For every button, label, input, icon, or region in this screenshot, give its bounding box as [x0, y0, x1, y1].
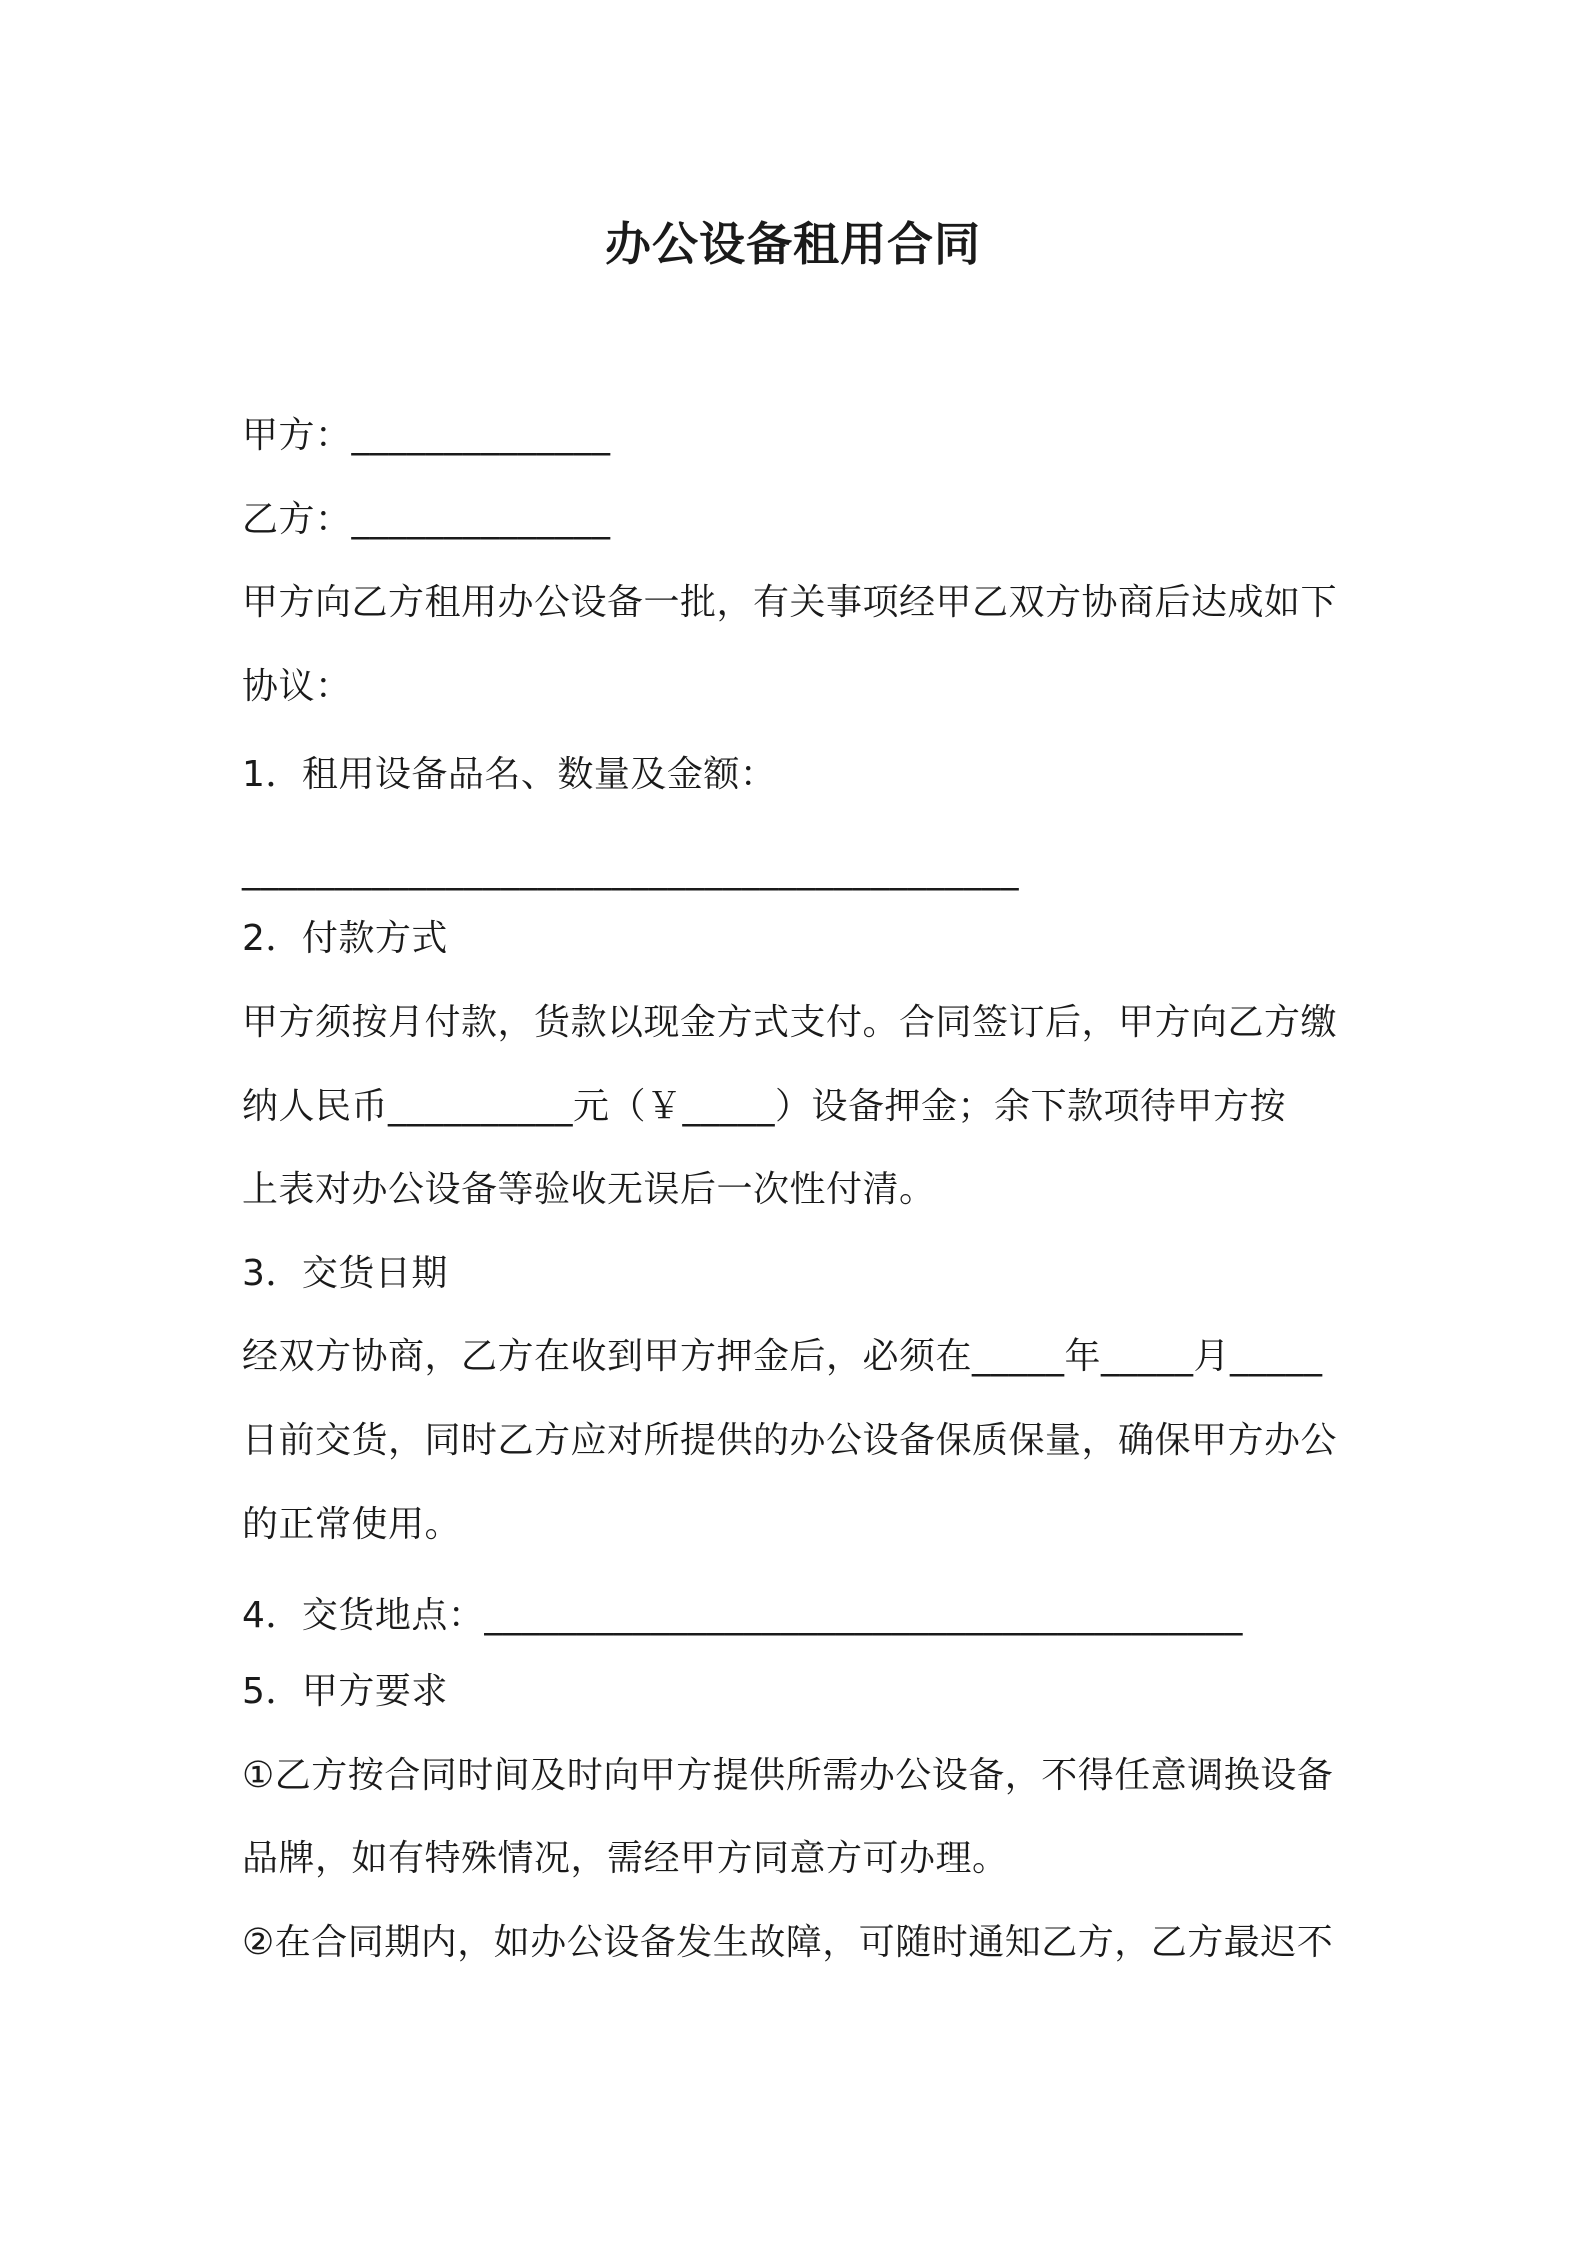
clause-3-heading: 3．交货日期 [242, 1253, 448, 1294]
party-b-line: 乙方：______________ [242, 499, 611, 540]
clause-5-heading: 5．甲方要求 [242, 1671, 448, 1712]
clause-2-text-line-1: 甲方须按月付款，货款以现金方式支付。合同签订后，甲方向乙方缴 [242, 1002, 1338, 1043]
clause-3-text-line-2: 日前交货，同时乙方应对所提供的办公设备保质保量，确保甲方办公 [242, 1420, 1338, 1461]
document-title: 办公设备租用合同 [605, 217, 981, 271]
clause-1-heading: 1．租用设备品名、数量及金额： [242, 754, 777, 795]
clause-4-delivery-location: 4．交货地点：_________________________________________ [242, 1595, 1243, 1636]
clause-3-text-line-3: 的正常使用。 [242, 1504, 462, 1545]
clause-5-item-1-line-2: 品牌，如有特殊情况，需经甲方同意方可办理。 [242, 1838, 1009, 1879]
clause-2-text-line-3: 上表对办公设备等验收无误后一次性付清。 [242, 1169, 936, 1210]
intro-paragraph-line-1: 甲方向乙方租用办公设备一批，有关事项经甲乙双方协商后达成如下 [242, 582, 1338, 623]
party-a-line: 甲方：______________ [242, 415, 611, 456]
clause-2-text-line-2: 纳人民币__________元（￥_____）设备押金；余下款项待甲方按 [242, 1086, 1287, 1127]
clause-5-item-1-line-1: ①乙方按合同时间及时向甲方提供所需办公设备，不得任意调换设备 [242, 1755, 1334, 1796]
intro-paragraph-line-2: 协议： [242, 666, 352, 707]
clause-2-heading: 2．付款方式 [242, 918, 448, 959]
clause-1-blank: __________________________________________ [242, 850, 1019, 891]
clause-5-item-2-line-1: ②在合同期内，如办公设备发生故障，可随时通知乙方，乙方最迟不 [242, 1922, 1334, 1963]
clause-3-text-line-1: 经双方协商，乙方在收到甲方押金后，必须在_____年_____月_____ [242, 1336, 1323, 1377]
